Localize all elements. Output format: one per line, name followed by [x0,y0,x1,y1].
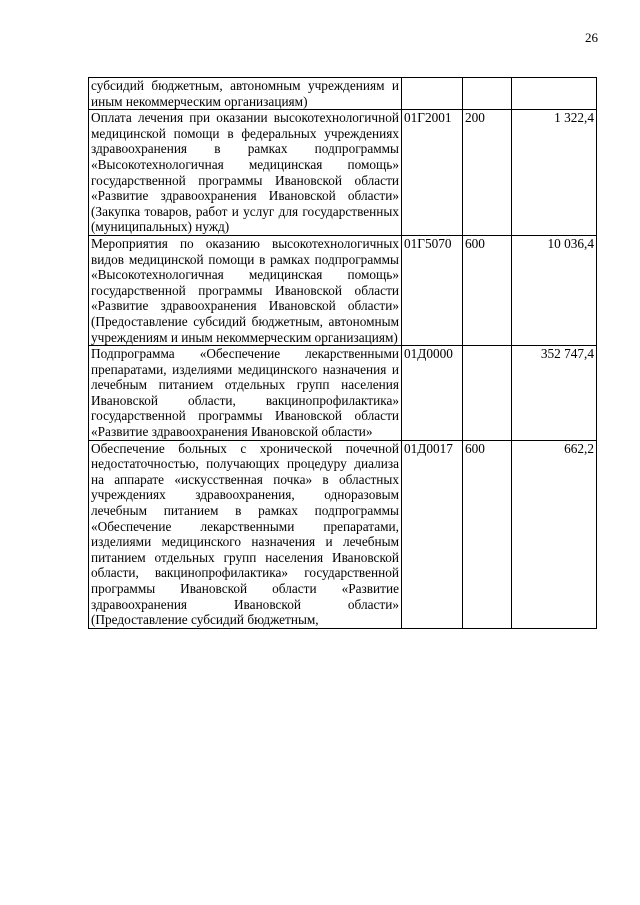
row-sum-cell: 352 747,4 [512,346,597,441]
row-code-cell: 01Г2001 [402,110,463,236]
row-type-cell [463,346,512,441]
table-row [89,78,597,110]
row-name-cell: Оплата лечения при оказании высокотехнологичной медицинской помощи в федеральных учреждениях здравоохранения в рамках подпрограммы «Высокотехнологичная медицинская помощь» государственной программы Ивановской области «Развитие здравоохранения Ивановской области» (Закупка товаров, работ и услуг для государственных (муниципальных) нужд) [89,110,402,236]
row-code-cell [402,78,463,110]
table-row [89,346,597,441]
row-sum-cell: 1 322,4 [512,110,597,236]
budget-table [88,77,597,629]
row-name-cell: субсидий бюджетным, автономным учреждениям и иным некоммерческим организациям) [89,78,402,110]
row-sum-cell: 662,2 [512,440,597,628]
row-type-cell: 600 [463,440,512,628]
row-code-cell: 01Д0017 [402,440,463,628]
row-code-cell: 01Д0000 [402,346,463,441]
row-name-cell: Мероприятия по оказанию высокотехнологичных видов медицинской помощи в рамках подпрограммы «Высокотехнологичная медицинская помощь» государственной программы Ивановской области «Развитие здравоохранения Ивановской области» (Предоставление субсидий бюджетным, автономным учреждениям и иным некоммерческим организациям) [89,235,402,345]
page-number: 26 [585,30,598,45]
row-code-cell: 01Г5070 [402,235,463,345]
table-row [89,110,597,236]
row-name-cell: Подпрограмма «Обеспечение лекарственными препаратами, изделиями медицинского назначения и лечебным питанием отдельных групп населения Ивановской области, вакцинопрофилактика» государственной программы Ивановской области «Развитие здравоохранения Ивановской области» [89,346,402,441]
row-name-cell: Обеспечение больных с хронической почечной недостаточностью, получающих процедуру диализа на аппарате «искусственная почка» в областных учреждениях здравоохранения, одноразовым лечебным питанием в рамках подпрограммы «Обеспечение лекарственными препаратами, изделиями медицинского назначения и лечебным питанием отдельных групп населения Ивановской области, вакцинопрофилактика» государственной программы Ивановской области «Развитие здравоохранения Ивановской области» (Предоставление субсидий бюджетным, [89,440,402,628]
row-sum-cell: 10 036,4 [512,235,597,345]
row-type-cell [463,78,512,110]
row-type-cell: 600 [463,235,512,345]
row-type-cell: 200 [463,110,512,236]
row-sum-cell [512,78,597,110]
table-row [89,440,597,628]
table-row [89,235,597,345]
